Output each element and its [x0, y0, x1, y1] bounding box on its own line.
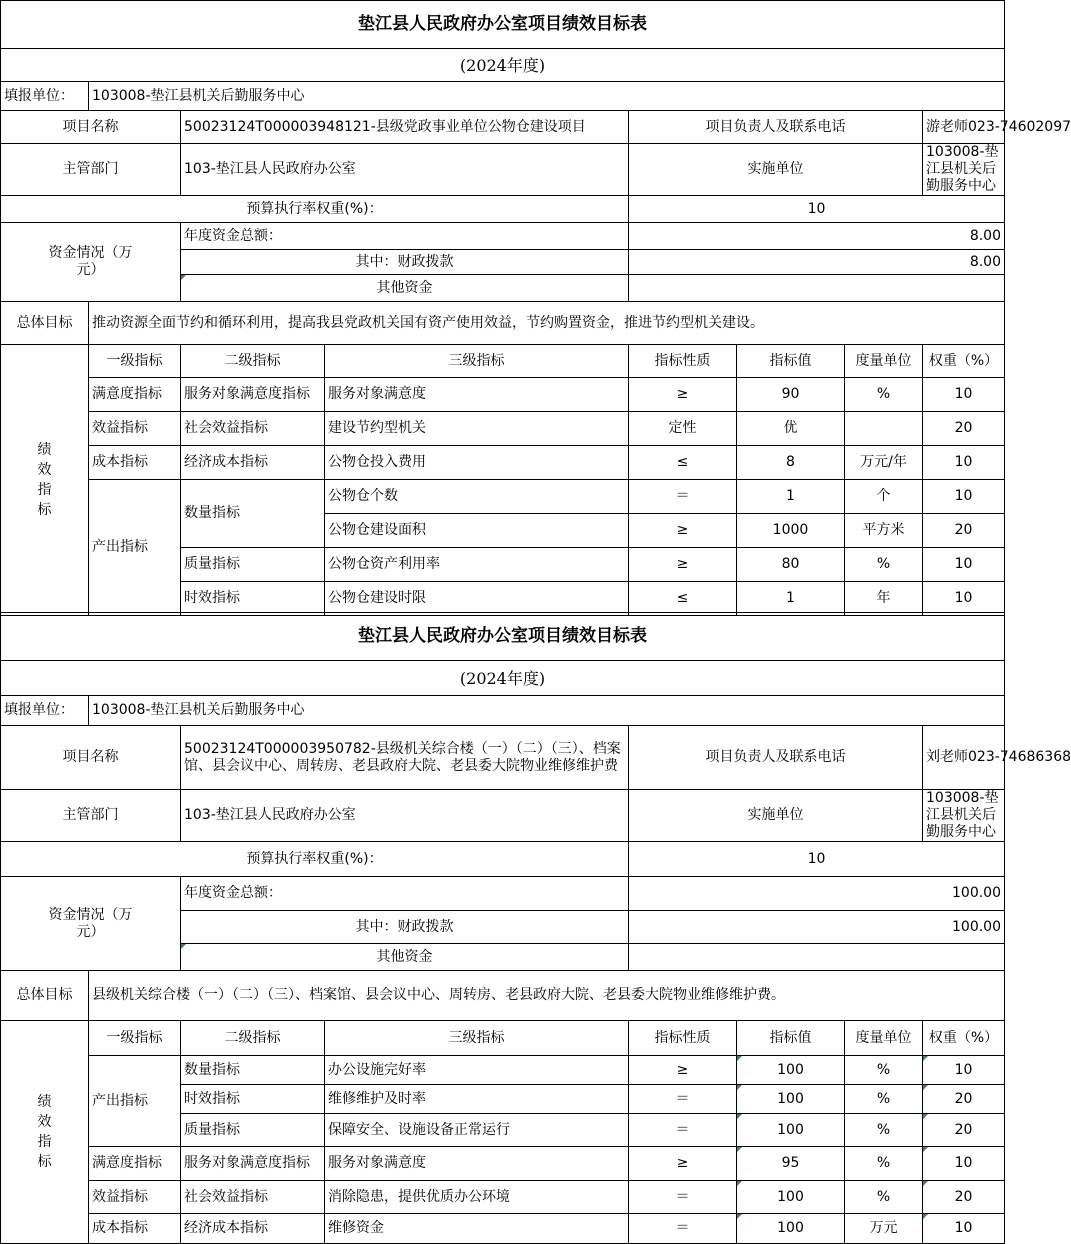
cell-value: 1: [737, 480, 845, 514]
header-l1: 一级指标: [89, 1021, 181, 1056]
perf-label-cell: [1, 345, 89, 616]
fund-fiscal-label: 其中：财政拨款: [181, 911, 629, 944]
dept-value: 103-垫江县人民政府办公室: [181, 144, 629, 196]
fund-total-value: 100.00: [629, 877, 1005, 911]
cell-weight: 20: [923, 412, 1005, 446]
cell-weight: 10: [923, 1147, 1005, 1181]
cell-l2: 服务对象满意度指标: [181, 1147, 325, 1181]
cell-l2: 时效指标: [181, 1085, 325, 1114]
cell-unit: 万元: [845, 1214, 923, 1244]
table-row: [1, 1181, 1005, 1214]
cell-nature: ＝: [629, 1085, 737, 1114]
cell-value: 8: [737, 446, 845, 480]
table-title: 垫江县人民政府办公室项目绩效目标表: [1, 613, 1005, 661]
project-name-label: 项目名称: [1, 111, 181, 144]
goal-label: 总体目标: [1, 302, 89, 345]
cell-l1: 成本指标: [89, 1214, 181, 1244]
cell-l3: 公物仓个数: [325, 480, 629, 514]
unit-value: 103008-垫江县机关后勤服务中心: [89, 82, 1005, 111]
cell-l2: 经济成本指标: [181, 1214, 325, 1244]
cell-unit: 年: [845, 582, 923, 616]
cell-unit: 万元/年: [845, 446, 923, 480]
cell-l3: 办公设施完好率: [325, 1056, 629, 1085]
cell-unit: 平方米: [845, 514, 923, 548]
project-name: 50023124T000003948121-县级党政事业单位公物仓建设项目: [181, 111, 629, 144]
goal-label: 总体目标: [1, 971, 89, 1021]
header-weight: 权重（%）: [923, 1021, 1005, 1056]
fund-other-label: 其他资金: [181, 944, 629, 971]
cell-l1: 效益指标: [89, 412, 181, 446]
cell-value: 80: [737, 548, 845, 582]
cell-value: 100: [737, 1056, 845, 1085]
cell-value: 90: [737, 378, 845, 412]
fund-label: 资金情况（万元）: [1, 223, 181, 302]
cell-l1: 满意度指标: [89, 1147, 181, 1181]
cell-l3: 建设节约型机关: [325, 412, 629, 446]
cell-l2: 社会效益指标: [181, 1181, 325, 1214]
table-row: [1, 446, 1005, 480]
cell-l3: 公物仓投入费用: [325, 446, 629, 480]
unit-label: 填报单位：: [1, 82, 89, 111]
header-l1: 一级指标: [89, 345, 181, 378]
cell-unit: %: [845, 1056, 923, 1085]
table-row: [1, 1214, 1005, 1244]
cell-unit: [845, 412, 923, 446]
header-value: 指标值: [737, 1021, 845, 1056]
cell-l3: 公物仓资产利用率: [325, 548, 629, 582]
impl-label: 实施单位: [629, 144, 923, 196]
contact-value: 游老师023-74602097: [923, 111, 1005, 144]
cell-l3: 服务对象满意度: [325, 378, 629, 412]
cell-unit: %: [845, 1085, 923, 1114]
cell-nature: ≤: [629, 582, 737, 616]
fund-fiscal-value: 8.00: [629, 250, 1005, 275]
unit-label: 填报单位：: [1, 696, 89, 726]
table-title: 垫江县人民政府办公室项目绩效目标表: [1, 1, 1005, 49]
fund-other-value: [629, 275, 1005, 302]
cell-l2: 时效指标: [181, 582, 325, 616]
perf-label: 绩效指标: [37, 442, 52, 518]
cell-unit: %: [845, 1114, 923, 1147]
header-value: 指标值: [737, 345, 845, 378]
cell-weight: 10: [923, 1056, 1005, 1085]
header-l2: 二级指标: [181, 1021, 325, 1056]
perf-label: 绩效指标: [37, 1094, 52, 1170]
contact-label: 项目负责人及联系电话: [629, 111, 923, 144]
budget-weight-value: 10: [629, 842, 1005, 877]
cell-unit: %: [845, 1147, 923, 1181]
cell-l1: 成本指标: [89, 446, 181, 480]
cell-unit: %: [845, 548, 923, 582]
fund-label: 资金情况（万元）: [1, 877, 181, 971]
cell-l2: 质量指标: [181, 548, 325, 582]
impl-label: 实施单位: [629, 790, 923, 842]
contact-value: 刘老师023-74686368: [923, 726, 1005, 790]
table-row: [1, 412, 1005, 446]
header-nature: 指标性质: [629, 1021, 737, 1056]
fund-fiscal-label: 其中：财政拨款: [181, 250, 629, 275]
dept-label: 主管部门: [1, 144, 181, 196]
performance-table-1: [0, 0, 1071, 616]
table-row: [1, 378, 1005, 412]
cell-nature: ≥: [629, 378, 737, 412]
fund-other-value: [629, 944, 1005, 971]
fund-total-label: 年度资金总额：: [181, 877, 629, 911]
unit-value: 103008-垫江县机关后勤服务中心: [89, 696, 1005, 726]
goal-text: 推动资源全面节约和循环利用，提高我县党政机关国有资产使用效益，节约购置资金，推进节约型机关建设。: [89, 302, 1005, 345]
contact-label: 项目负责人及联系电话: [629, 726, 923, 790]
goal-text: 县级机关综合楼（一）（二）（三）、档案馆、县会议中心、周转房、老县政府大院、老县委大院物业维修维护费。: [89, 971, 1005, 1021]
cell-value: 1000: [737, 514, 845, 548]
cell-nature: 定性: [629, 412, 737, 446]
cell-l3: 维修维护及时率: [325, 1085, 629, 1114]
budget-weight-value: 10: [629, 196, 1005, 223]
cell-nature: ≤: [629, 446, 737, 480]
cell-l3: 公物仓建设时限: [325, 582, 629, 616]
header-unit: 度量单位: [845, 1021, 923, 1056]
header-l3: 三级指标: [325, 345, 629, 378]
cell-value: 100: [737, 1114, 845, 1147]
cell-l1: 产出指标: [89, 480, 181, 616]
cell-value: 95: [737, 1147, 845, 1181]
cell-nature: ＝: [629, 480, 737, 514]
project-name-label: 项目名称: [1, 726, 181, 790]
header-l2: 二级指标: [181, 345, 325, 378]
cell-l2: 服务对象满意度指标: [181, 378, 325, 412]
header-nature: 指标性质: [629, 345, 737, 378]
cell-value: 优: [737, 412, 845, 446]
cell-unit: %: [845, 1181, 923, 1214]
cell-weight: 20: [923, 1181, 1005, 1214]
dept-value: 103-垫江县人民政府办公室: [181, 790, 629, 842]
cell-value: 1: [737, 582, 845, 616]
cell-unit: 个: [845, 480, 923, 514]
cell-l3: 消除隐患，提供优质办公环境: [325, 1181, 629, 1214]
cell-l2: 数量指标: [181, 1056, 325, 1085]
cell-l3: 维修资金: [325, 1214, 629, 1244]
budget-weight-label: 预算执行率权重(%)：: [1, 196, 629, 223]
fund-total-value: 8.00: [629, 223, 1005, 250]
impl-value: 103008-垫江县机关后勤服务中心: [923, 144, 1005, 196]
cell-l1: 满意度指标: [89, 378, 181, 412]
cell-weight: 10: [923, 446, 1005, 480]
cell-weight: 10: [923, 548, 1005, 582]
cell-l3: 公物仓建设面积: [325, 514, 629, 548]
table-year: (2024年度): [1, 49, 1005, 82]
dept-label: 主管部门: [1, 790, 181, 842]
cell-nature: ≥: [629, 1056, 737, 1085]
cell-l3: 服务对象满意度: [325, 1147, 629, 1181]
cell-nature: ＝: [629, 1214, 737, 1244]
cell-l1: 效益指标: [89, 1181, 181, 1214]
cell-value: 100: [737, 1181, 845, 1214]
cell-weight: 20: [923, 1114, 1005, 1147]
cell-l2: 质量指标: [181, 1114, 325, 1147]
fund-total-label: 年度资金总额：: [181, 223, 629, 250]
cell-l2: 经济成本指标: [181, 446, 325, 480]
performance-table-2: [0, 612, 1071, 1244]
cell-l2: 社会效益指标: [181, 412, 325, 446]
cell-value: 100: [737, 1214, 845, 1244]
cell-nature: ≥: [629, 548, 737, 582]
cell-nature: ≥: [629, 514, 737, 548]
cell-l2: 数量指标: [181, 480, 325, 548]
perf-label-cell: [1, 1021, 89, 1244]
table-row: [1, 1147, 1005, 1181]
impl-value: 103008-垫江县机关后勤服务中心: [923, 790, 1005, 842]
cell-nature: ＝: [629, 1114, 737, 1147]
table-year: (2024年度): [1, 661, 1005, 696]
cell-unit: %: [845, 378, 923, 412]
cell-l1: 产出指标: [89, 1056, 181, 1147]
fund-other-label: 其他资金: [181, 275, 629, 302]
fund-fiscal-value: 100.00: [629, 911, 1005, 944]
table-row: [1, 1056, 1005, 1085]
cell-l3: 保障安全、设施设备正常运行: [325, 1114, 629, 1147]
cell-weight: 20: [923, 1085, 1005, 1114]
budget-weight-label: 预算执行率权重(%)：: [1, 842, 629, 877]
project-name: 50023124T000003950782-县级机关综合楼（一）（二）（三）、档案馆、县会议中心、周转房、老县政府大院、老县委大院物业维修维护费: [181, 726, 629, 790]
cell-weight: 10: [923, 1214, 1005, 1244]
cell-weight: 10: [923, 480, 1005, 514]
header-unit: 度量单位: [845, 345, 923, 378]
header-weight: 权重（%）: [923, 345, 1005, 378]
cell-weight: 20: [923, 514, 1005, 548]
cell-nature: ＝: [629, 1181, 737, 1214]
cell-weight: 10: [923, 378, 1005, 412]
cell-value: 100: [737, 1085, 845, 1114]
header-l3: 三级指标: [325, 1021, 629, 1056]
cell-nature: ≥: [629, 1147, 737, 1181]
table-row: [1, 480, 1005, 514]
cell-weight: 10: [923, 582, 1005, 616]
